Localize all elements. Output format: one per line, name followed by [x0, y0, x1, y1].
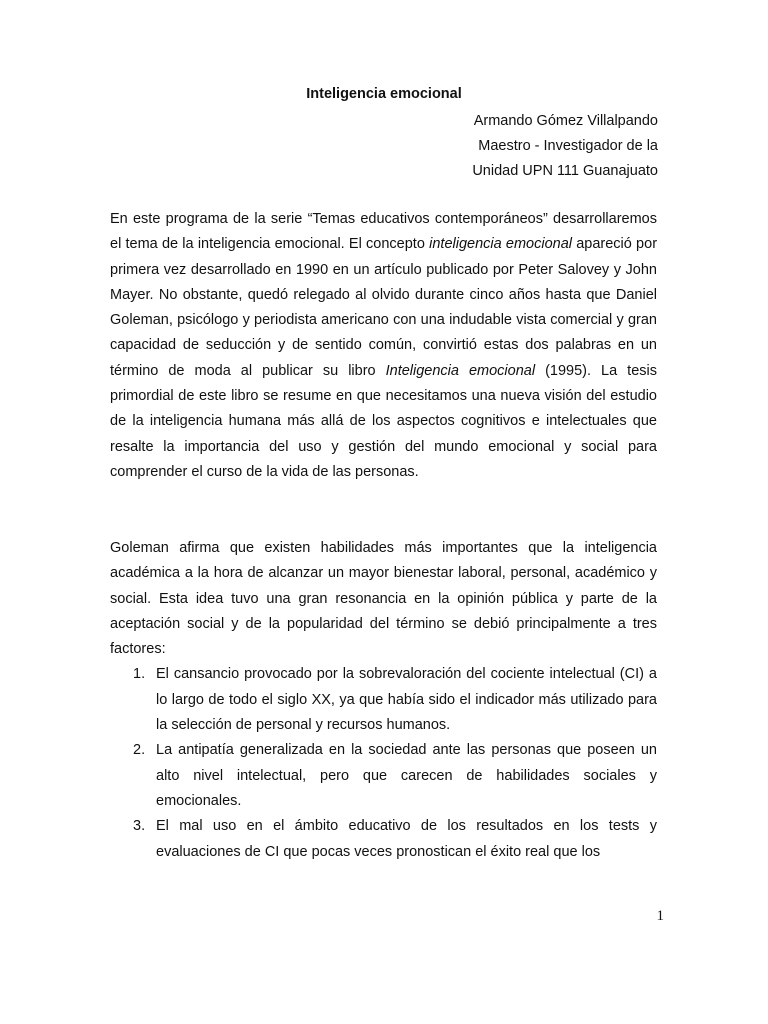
list-item-number: 3.: [133, 818, 146, 835]
paragraph-goleman-text: Goleman afirma que existen habilidades más importantes que la inteligencia académica a la hora de alcanzar un mayor bienestar laboral, personal, académico y social. Esta idea tuvo una gran resonancia en la opinión pública y parte de la aceptación social y de la popularidad del término se debió principalmente a tres factores:: [110, 540, 657, 658]
paragraph-intro: [110, 207, 657, 485]
document-title: Inteligencia emocional: [306, 86, 462, 102]
list-item-text: El cansancio provocado por la sobrevaloración del cociente intelectual (CI) a lo largo de todo el siglo XX, ya que había sido el indicador más utilizado para la selección de personal y recursos humanos.: [156, 666, 657, 734]
author-name: Armando Gómez Villalpando: [473, 113, 658, 129]
page-number: 1: [656, 908, 664, 924]
factors-list: [110, 662, 657, 864]
list-item-text: El mal uso en el ámbito educativo de los resultados en los tests y evaluaciones de CI que pocas veces pronostican el éxito real que los: [156, 818, 657, 860]
intro-italic-concept: inteligencia emocional: [429, 236, 572, 253]
author-institution: Unidad UPN 111 Guanajuato: [472, 163, 658, 179]
list-item-number: 2.: [133, 742, 146, 759]
paragraph-goleman: [110, 536, 657, 865]
intro-text-part2: apareció por primera vez desarrollado en 1990 en un artículo publicado por Peter Salovey y John Mayer. No obstante, quedó relegado al olvido durante cinco años hasta que Daniel Goleman, psicólogo y periodista americano con una indudable vista comercial y gran capacidad de seducción y de sentido común, convirtió estas dos palabras en un término de moda al publicar su libro: [110, 236, 658, 379]
author-role: Maestro - Investigador de la: [478, 138, 658, 154]
list-item-text: La antipatía generalizada en la sociedad ante las personas que poseen un alto nivel intelectual, pero que carecen de habilidades sociales y emocionales.: [156, 742, 657, 809]
intro-italic-book-title: Inteligencia emocional: [385, 362, 536, 379]
author-block: [472, 109, 658, 184]
list-item-number: 1.: [133, 666, 146, 683]
intro-text-part3: (1995). La tesis primordial de este libro se resume en que necesitamos una nueva visión del estudio de la inteligencia humana más allá de los aspectos cognitivos e intelectuales que resalte la importancia del uso y gestión del mundo emocional y social para comprender el curso de la vida de las personas.: [110, 362, 657, 480]
list-item: [110, 662, 657, 738]
list-item: [110, 814, 657, 865]
paragraph-intro-text: [110, 207, 657, 485]
list-item: [110, 738, 657, 814]
intro-text-part1: En este programa de la serie “Temas educativos contemporáneos” desarrollaremos el tema de la inteligencia emocional. El concepto: [110, 211, 657, 253]
